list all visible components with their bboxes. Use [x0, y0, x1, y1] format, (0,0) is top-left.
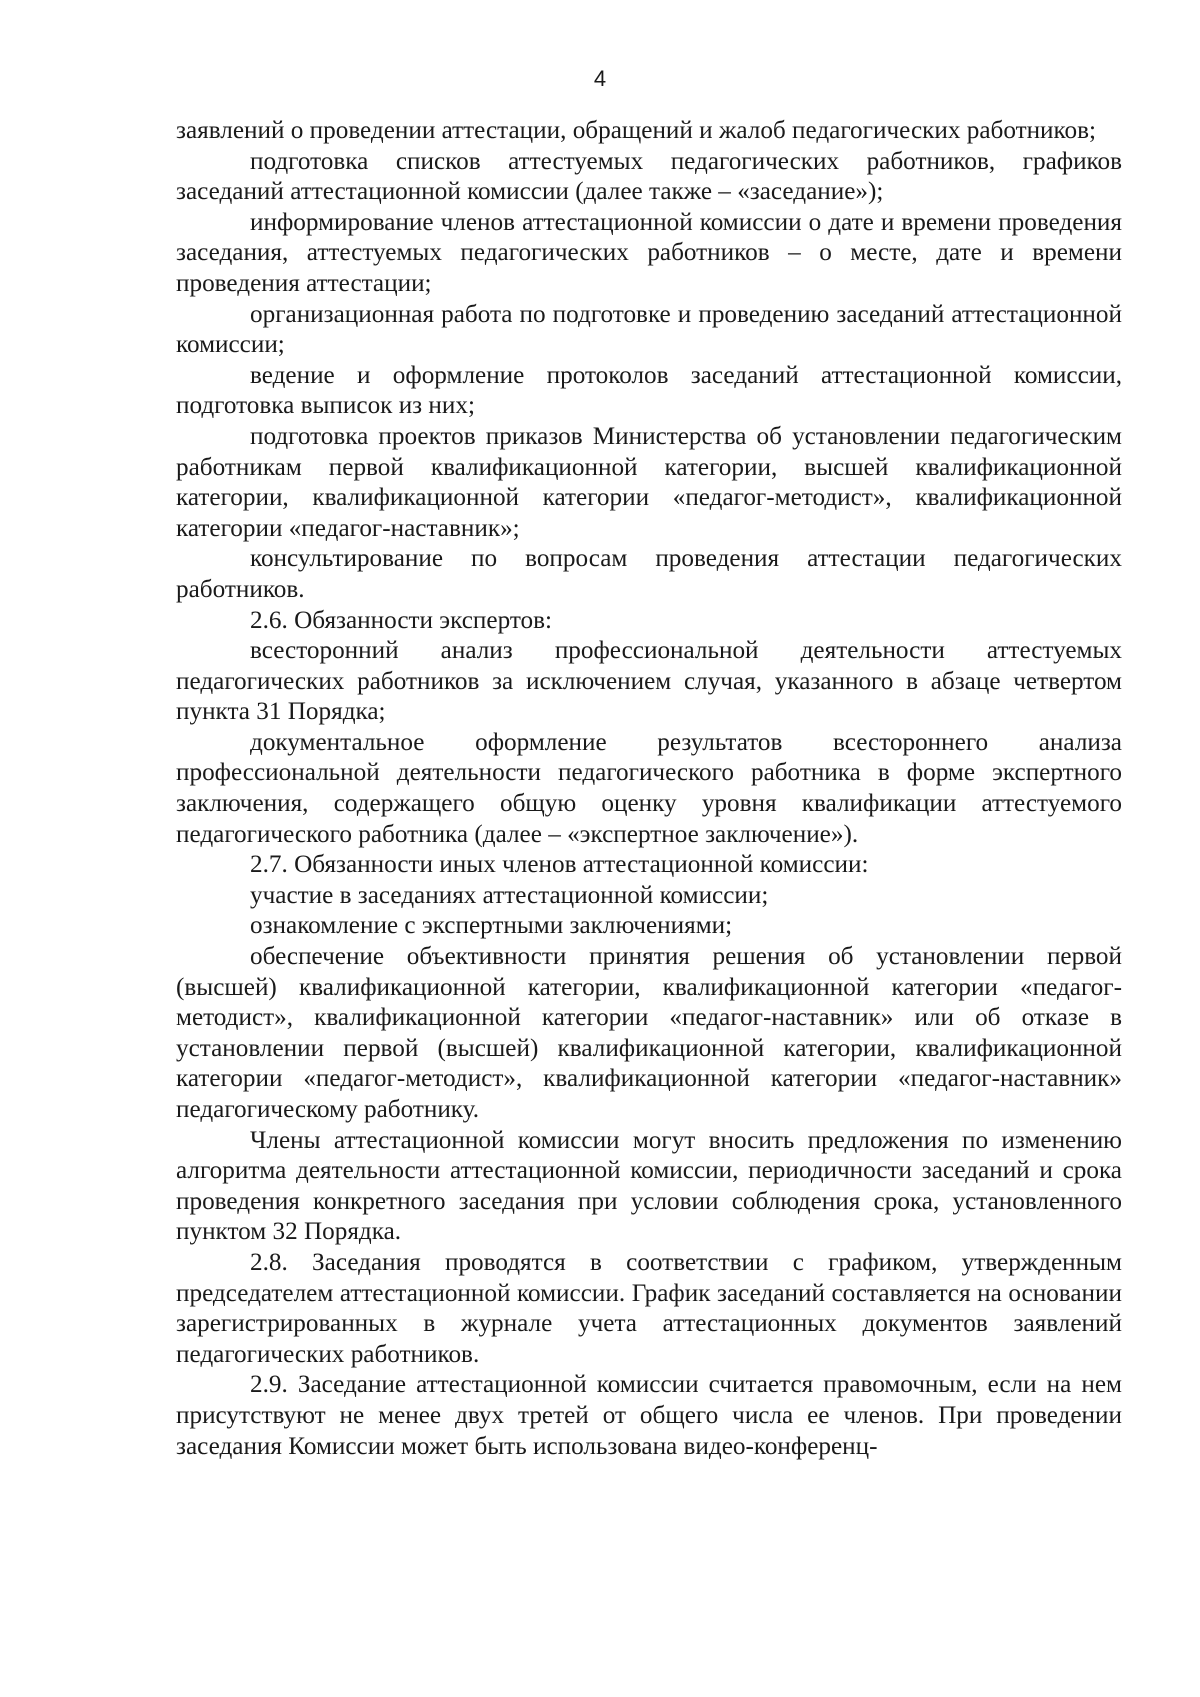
paragraph: документальное оформление результатов всестороннего анализа профессиональной деятельности педагогического работника в форме экспертного заключения, содержащего общую оценку уровня квалификации аттестуемого педагогического работника (далее – «экспертное заключение»). — [176, 728, 1122, 848]
paragraph: подготовка списков аттестуемых педагогических работников, графиков заседаний аттестационной комиссии (далее также – «заседание»); — [176, 147, 1122, 206]
paragraph: консультирование по вопросам проведения аттестации педагогических работников. — [176, 545, 1122, 603]
paragraph: участие в заседаниях аттестационной комиссии; — [250, 881, 769, 909]
paragraph: организационная работа по подготовке и проведению заседаний аттестационной комиссии; — [176, 300, 1122, 359]
document-body — [176, 116, 1122, 1462]
paragraph: 2.6. Обязанности экспертов: — [250, 606, 552, 634]
paragraph: информирование членов аттестационной комиссии о дате и времени проведения заседания, аттестуемых педагогических работников – о месте, дате и времени проведения аттестации; — [176, 208, 1122, 297]
paragraph: 2.9. Заседание аттестационной комиссии считается правомочным, если на нем присутствуют не менее двух третей от общего числа ее членов. При проведении заседания Комиссии может быть использована видео-конференц- — [176, 1371, 1122, 1460]
paragraph: всесторонний анализ профессиональной деятельности аттестуемых педагогических работников за исключением случая, указанного в абзаце четвертом пункта 31 Порядка; — [176, 637, 1122, 726]
paragraph: Члены аттестационной комиссии могут вносить предложения по изменению алгоритма деятельности аттестационной комиссии, периодичности заседаний и срока проведения конкретного заседания при условии соблюдения срока, установленного пунктом 32 Порядка. — [176, 1126, 1122, 1246]
paragraph: обеспечение объективности принятия решения об установлении первой (высшей) квалификационной категории, квалификационной категории «педагог-методист», квалификационной категории «педагог-наставник» или об отказе в установлении первой (высшей) квалификационной категории, квалификационной категории «педагог-методист», квалификационной категории «педагог-наставник» педагогическому работнику. — [176, 943, 1122, 1123]
paragraph: ознакомление с экспертными заключениями; — [250, 912, 733, 940]
paragraph: 2.7. Обязанности иных членов аттестационной комиссии: — [250, 851, 869, 879]
paragraph: ведение и оформление протоколов заседаний аттестационной комиссии, подготовка выписок из них; — [176, 361, 1122, 420]
paragraph: подготовка проектов приказов Министерства об установлении педагогическим работникам первой квалификационной категории, высшей квалификационной категории, квалификационной категории «педагог-методист», квалификационной категории «педагог-наставник»; — [176, 422, 1122, 542]
paragraph: заявлений о проведении аттестации, обращений и жалоб педагогических работников; — [176, 117, 1096, 144]
page-number: 4 — [593, 66, 607, 91]
paragraph: 2.8. Заседания проводятся в соответствии с графиком, утвержденным председателем аттестационной комиссии. График заседаний составляется на основании зарегистрированных в журнале учета аттестационных документов заявлений педагогических работников. — [176, 1248, 1122, 1368]
